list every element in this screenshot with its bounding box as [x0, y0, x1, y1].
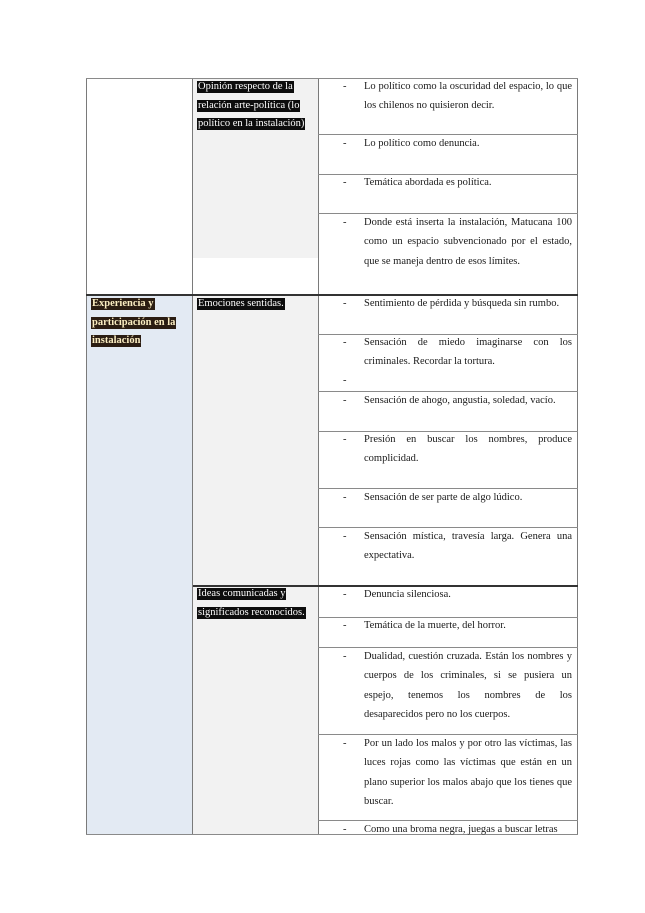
item-text: Lo político como denuncia.	[364, 138, 480, 149]
heading-line: instalación	[92, 335, 141, 346]
bullet-dash: -	[343, 81, 347, 92]
subheading-line: Emociones sentidas.	[198, 298, 284, 309]
category-column-shade	[86, 295, 192, 834]
item-text: Sensación de miedo imaginarse con los criminales. Recordar la tortura.	[364, 337, 572, 368]
item-text: Sensación mística, travesía larga. Genera una expectativa.	[364, 531, 572, 562]
subheading-line: político en la instalación)	[198, 118, 305, 129]
item-text: Denuncia silenciosa.	[364, 589, 451, 600]
list-item	[343, 294, 572, 313]
bullet-dash: -	[343, 824, 347, 835]
list-item	[343, 527, 572, 566]
stray-dash: -	[343, 375, 347, 386]
subcategory-shade-experiencia	[193, 295, 318, 834]
list-item	[343, 616, 572, 635]
item-text: Dualidad, cuestión cruzada. Están los nombres y cuerpos de los criminales, si se pusiera un espejo, tenemos los nombres de los desaparecidos pero no los cuerpos.	[364, 651, 572, 720]
list-item	[343, 213, 572, 271]
table-border-col1	[192, 78, 193, 835]
table-border-right	[577, 78, 578, 835]
item-text: Temática de la muerte, del horror.	[364, 620, 506, 631]
item-text: Donde está inserta la instalación, Matucana 100 como un espacio subvencionado por el estado, que se maneja dentro de esos límites.	[364, 217, 572, 267]
list-item	[343, 391, 572, 410]
subheading-ideas	[197, 585, 306, 622]
heading-experiencia	[91, 295, 176, 351]
table-border-left	[86, 78, 87, 835]
bullet-dash: -	[343, 138, 347, 149]
subheading-line: relación arte-política (lo	[198, 99, 300, 111]
subheading-line: significados reconocidos.	[198, 606, 305, 618]
list-item	[343, 333, 572, 372]
list-item	[343, 820, 572, 835]
list-item	[343, 173, 572, 192]
subheading-line: Ideas comunicadas y	[198, 588, 286, 599]
item-text: Presión en buscar los nombres, produce complicidad.	[364, 434, 572, 465]
heading-line: participación en la	[92, 316, 176, 328]
list-item	[343, 430, 572, 469]
subheading-emociones	[197, 295, 285, 314]
bullet-dash: -	[343, 651, 347, 662]
list-item	[343, 488, 572, 507]
item-text: Sensación de ahogo, angustia, soledad, vacío.	[364, 395, 556, 406]
bullet-dash: -	[343, 177, 347, 188]
list-item	[343, 77, 572, 116]
list-item	[343, 647, 572, 724]
item-text: Como una broma negra, juegas a buscar letras	[364, 824, 558, 835]
bullet-dash: -	[343, 492, 347, 503]
item-text: Temática abordada es política.	[364, 177, 492, 188]
item-text: Sentimiento de pérdida y búsqueda sin rumbo.	[364, 298, 560, 309]
bullet-dash: -	[343, 434, 347, 445]
list-item	[343, 734, 572, 811]
bullet-dash: -	[343, 217, 347, 228]
bullet-dash: -	[343, 337, 347, 348]
bullet-dash: -	[343, 298, 347, 309]
bullet-dash: -	[343, 589, 347, 600]
item-text: Sensación de ser parte de algo lúdico.	[364, 492, 523, 503]
item-text: Por un lado los malos y por otro las víctimas, las luces rojas como las víctimas que están en un plano superior los malos abajo que los tienes que buscar.	[364, 738, 572, 807]
bullet-dash: -	[343, 738, 347, 749]
subheading-opinion	[197, 78, 305, 134]
heading-line: Experiencia y	[92, 298, 154, 309]
list-item	[343, 134, 572, 153]
item-text: Lo político como la oscuridad del espacio, lo que los chilenos no quisieron decir.	[364, 81, 572, 112]
table-border-col2	[318, 78, 319, 835]
bullet-dash: -	[343, 620, 347, 631]
bullet-dash: -	[343, 395, 347, 406]
bullet-dash: -	[343, 531, 347, 542]
list-item	[343, 585, 572, 604]
subheading-line: Opinión respecto de la	[198, 81, 293, 92]
